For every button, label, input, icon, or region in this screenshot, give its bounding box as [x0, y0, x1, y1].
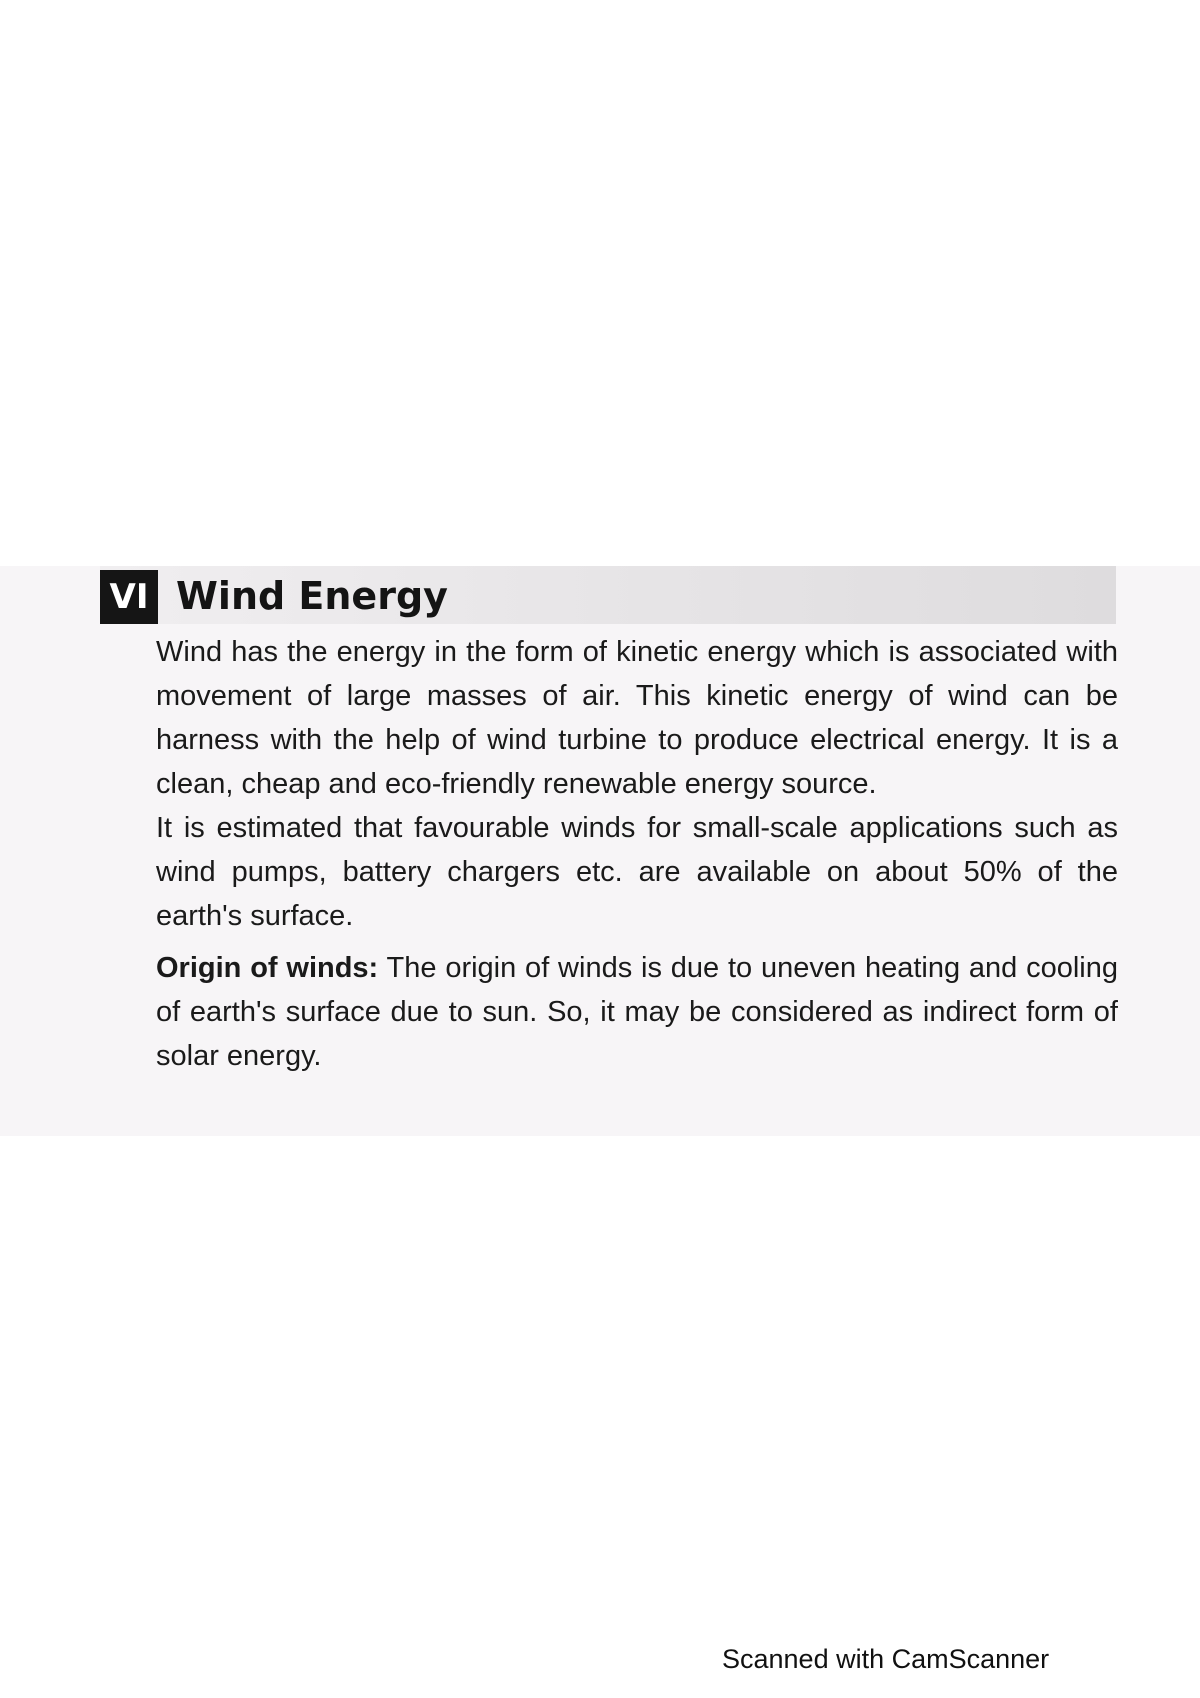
section-number-badge: VI [100, 570, 158, 624]
origin-term: Origin of winds: [156, 952, 379, 984]
paragraph-origin [156, 946, 1118, 1078]
camscanner-watermark: Scanned with CamScanner [722, 1644, 1050, 1674]
paragraph-intro: Wind has the energy in the form of kinetic energy which is associated with movement of large masses of air. This kinetic energy of wind can be harness with the help of wind turbine to produce electrical energy. It is a clean, cheap and eco-friendly renewable energy source. [156, 636, 1118, 800]
section-title: Wind Energy [176, 574, 448, 618]
section-body [156, 630, 1118, 1078]
paragraph-estimate: It is estimated that favourable winds for small-scale applications such as wind pumps, battery chargers etc. are available on about 50% of the earth's surface. [156, 812, 1118, 932]
origin-text: The origin of winds is due to uneven heating and cooling of earth's surface due to sun. So, it may be considered as indirect form of solar energy. [156, 952, 1119, 1072]
